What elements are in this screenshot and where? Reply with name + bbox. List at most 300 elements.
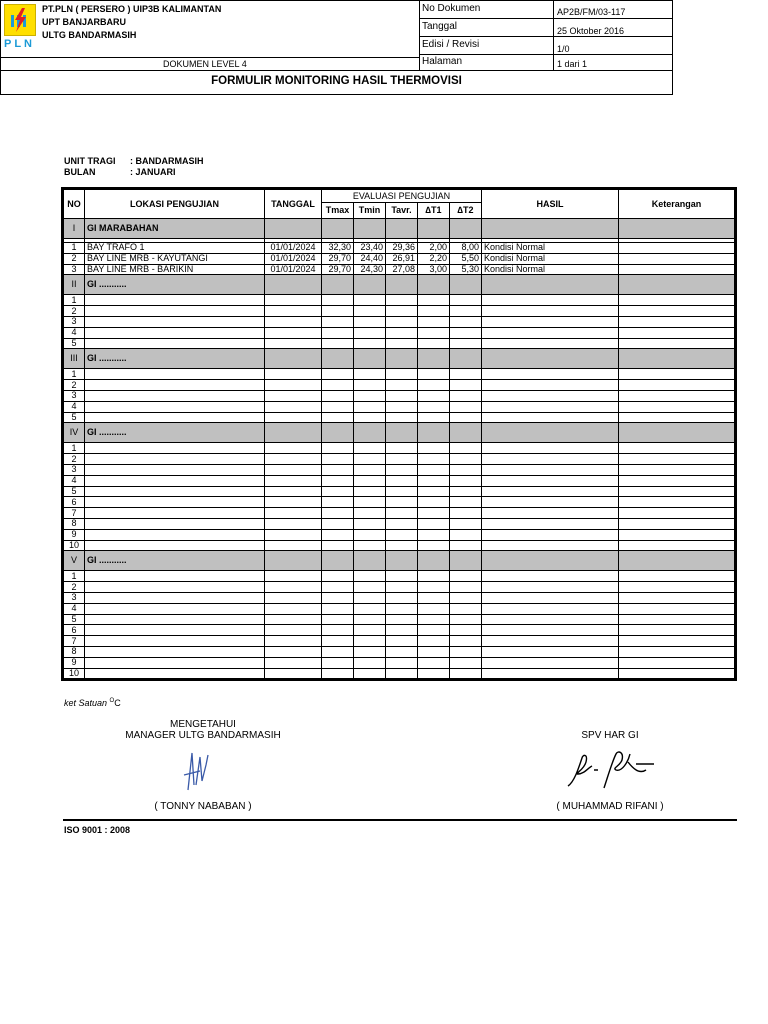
section-cell — [619, 551, 735, 571]
cell-tmax — [322, 412, 354, 423]
cell-hasil — [482, 327, 619, 338]
cell-lokasi — [85, 668, 265, 679]
cell-lokasi — [85, 412, 265, 423]
cell-tavr — [386, 443, 418, 454]
cell-dt2 — [450, 338, 482, 349]
table-row — [64, 592, 735, 603]
meta-label-edisi: Edisi / Revisi — [422, 39, 480, 50]
cell-hasil — [482, 518, 619, 529]
cell-tmax: 32,30 — [322, 243, 354, 254]
cell-dt2 — [450, 443, 482, 454]
cell-dt2 — [450, 614, 482, 625]
section-row — [64, 349, 735, 369]
cell-no: 1 — [64, 571, 85, 582]
section-name: GI ........... — [85, 275, 265, 295]
cell-dt2 — [450, 497, 482, 508]
cell-tmin — [354, 380, 386, 391]
cell-tanggal — [265, 338, 322, 349]
unit-note-label: ket Satuan — [64, 698, 108, 708]
cell-hasil — [482, 454, 619, 465]
cell-tavr — [386, 338, 418, 349]
cell-hasil — [482, 306, 619, 317]
cell-tmax — [322, 582, 354, 593]
table-row — [64, 646, 735, 657]
cell-no: 1 — [64, 243, 85, 254]
cell-tmin — [354, 625, 386, 636]
table-row — [64, 529, 735, 540]
section-cell — [386, 551, 418, 571]
cell-dt1 — [418, 668, 450, 679]
cell-tmax — [322, 401, 354, 412]
cell-dt2 — [450, 646, 482, 657]
cell-dt1 — [418, 508, 450, 519]
section-cell — [482, 349, 619, 369]
cell-keterangan — [619, 390, 735, 401]
section-cell — [450, 551, 482, 571]
cell-tanggal — [265, 646, 322, 657]
section-cell — [265, 219, 322, 239]
section-cell — [418, 219, 450, 239]
cell-tavr — [386, 582, 418, 593]
cell-dt2 — [450, 486, 482, 497]
cell-dt1 — [418, 464, 450, 475]
cell-tmax — [322, 454, 354, 465]
cell-no: 10 — [64, 668, 85, 679]
cell-tavr: 29,36 — [386, 243, 418, 254]
cell-hasil — [482, 390, 619, 401]
cell-tmax — [322, 657, 354, 668]
cell-tmax — [322, 306, 354, 317]
cell-dt2 — [450, 592, 482, 603]
cell-tmin — [354, 646, 386, 657]
col-dt2: ∆T2 — [450, 203, 482, 219]
unit-label: UNIT TRAGI — [64, 156, 116, 166]
cell-tmin — [354, 338, 386, 349]
cell-dt1 — [418, 390, 450, 401]
section-cell — [354, 423, 386, 443]
section-cell — [354, 551, 386, 571]
section-cell — [386, 219, 418, 239]
company-line-2: UPT BANJARBARU — [42, 17, 127, 27]
company-line-3: ULTG BANDARMASIH — [42, 30, 137, 40]
table-row — [64, 243, 735, 254]
cell-dt2 — [450, 668, 482, 679]
cell-tavr — [386, 625, 418, 636]
cell-tmax — [322, 603, 354, 614]
cell-dt2 — [450, 603, 482, 614]
cell-tanggal — [265, 369, 322, 380]
cell-dt1 — [418, 592, 450, 603]
cell-tanggal — [265, 295, 322, 306]
cell-lokasi — [85, 636, 265, 647]
cell-tanggal — [265, 529, 322, 540]
cell-no: 1 — [64, 443, 85, 454]
cell-lokasi — [85, 390, 265, 401]
cell-hasil — [482, 540, 619, 551]
cell-lokasi — [85, 497, 265, 508]
cell-tanggal: 01/01/2024 — [265, 243, 322, 254]
cell-lokasi — [85, 486, 265, 497]
cell-keterangan — [619, 316, 735, 327]
left-title-2: MANAGER ULTG BANDARMASIH — [125, 730, 281, 741]
cell-tmax — [322, 327, 354, 338]
cell-no: 3 — [64, 592, 85, 603]
table-row — [64, 454, 735, 465]
cell-tanggal — [265, 306, 322, 317]
section-cell — [322, 349, 354, 369]
cell-no: 9 — [64, 529, 85, 540]
cell-tmax — [322, 518, 354, 529]
cell-lokasi — [85, 380, 265, 391]
col-hasil: HASIL — [482, 190, 619, 219]
section-cell — [418, 423, 450, 443]
table-row — [64, 636, 735, 647]
cell-lokasi — [85, 401, 265, 412]
table-row — [64, 540, 735, 551]
col-keterangan: Keterangan — [619, 190, 735, 219]
cell-no: 2 — [64, 380, 85, 391]
cell-hasil — [482, 338, 619, 349]
cell-no: 2 — [64, 253, 85, 264]
cell-keterangan — [619, 571, 735, 582]
meta-value-halaman: 1 dari 1 — [557, 59, 588, 69]
cell-lokasi — [85, 657, 265, 668]
table-row — [64, 657, 735, 668]
left-title-1: MENGETAHUI — [170, 719, 236, 730]
cell-tavr — [386, 380, 418, 391]
cell-no: 9 — [64, 657, 85, 668]
cell-lokasi — [85, 614, 265, 625]
cell-keterangan — [619, 264, 735, 275]
cell-tmin — [354, 571, 386, 582]
section-cell — [354, 219, 386, 239]
table-row — [64, 369, 735, 380]
section-row — [64, 423, 735, 443]
pln-logo — [4, 4, 36, 36]
cell-dt1 — [418, 625, 450, 636]
cell-tmax — [322, 571, 354, 582]
meta-value-nodok: AP2B/FM/03-117 — [557, 7, 626, 17]
cell-keterangan — [619, 443, 735, 454]
col-tanggal: TANGGAL — [265, 190, 322, 219]
section-cell — [265, 349, 322, 369]
section-cell — [619, 219, 735, 239]
section-cell — [386, 423, 418, 443]
cell-keterangan — [619, 614, 735, 625]
cell-keterangan — [619, 253, 735, 264]
unit-value: : BANDARMASIH — [130, 156, 204, 166]
cell-tmin — [354, 508, 386, 519]
cell-tanggal — [265, 603, 322, 614]
cell-keterangan — [619, 338, 735, 349]
cell-tmin: 23,40 — [354, 243, 386, 254]
cell-tavr — [386, 571, 418, 582]
cell-tanggal — [265, 454, 322, 465]
cell-tmax — [322, 625, 354, 636]
section-cell — [386, 349, 418, 369]
cell-lokasi — [85, 327, 265, 338]
cell-hasil: Kondisi Normal — [482, 264, 619, 275]
section-row — [64, 219, 735, 239]
cell-tmin — [354, 443, 386, 454]
cell-keterangan — [619, 464, 735, 475]
monitoring-table — [63, 189, 735, 679]
cell-keterangan — [619, 592, 735, 603]
cell-dt1 — [418, 443, 450, 454]
cell-tmax — [322, 475, 354, 486]
cell-tmax — [322, 668, 354, 679]
cell-tmin: 24,40 — [354, 253, 386, 264]
cell-dt2 — [450, 529, 482, 540]
cell-hasil — [482, 475, 619, 486]
section-cell — [418, 349, 450, 369]
section-row — [64, 275, 735, 295]
cell-hasil — [482, 657, 619, 668]
cell-tavr — [386, 540, 418, 551]
cell-tmax — [322, 295, 354, 306]
section-number: II — [64, 275, 85, 295]
cell-dt1: 3,00 — [418, 264, 450, 275]
section-cell — [619, 423, 735, 443]
table-row — [64, 338, 735, 349]
cell-no: 5 — [64, 338, 85, 349]
cell-tmin — [354, 529, 386, 540]
cell-hasil — [482, 603, 619, 614]
cell-hasil — [482, 295, 619, 306]
cell-lokasi — [85, 646, 265, 657]
section-cell — [354, 349, 386, 369]
cell-tmax — [322, 592, 354, 603]
cell-no: 7 — [64, 508, 85, 519]
cell-tmin — [354, 316, 386, 327]
cell-no: 4 — [64, 475, 85, 486]
section-name: GI MARABAHAN — [85, 219, 265, 239]
cell-no: 2 — [64, 454, 85, 465]
cell-dt2 — [450, 518, 482, 529]
cell-no: 4 — [64, 401, 85, 412]
cell-no: 8 — [64, 646, 85, 657]
cell-dt2 — [450, 306, 482, 317]
cell-keterangan — [619, 518, 735, 529]
cell-tanggal — [265, 327, 322, 338]
left-signatory: ( TONNY NABABAN ) — [154, 801, 252, 812]
cell-dt2 — [450, 464, 482, 475]
section-cell — [418, 275, 450, 295]
cell-hasil — [482, 497, 619, 508]
cell-tmax — [322, 508, 354, 519]
table-row — [64, 327, 735, 338]
cell-dt1 — [418, 306, 450, 317]
cell-dt2 — [450, 369, 482, 380]
cell-hasil — [482, 529, 619, 540]
cell-lokasi — [85, 338, 265, 349]
cell-keterangan — [619, 475, 735, 486]
cell-hasil — [482, 571, 619, 582]
section-cell — [322, 423, 354, 443]
cell-lokasi — [85, 592, 265, 603]
cell-dt2 — [450, 412, 482, 423]
cell-keterangan — [619, 540, 735, 551]
cell-keterangan — [619, 412, 735, 423]
col-lokasi: LOKASI PENGUJIAN — [85, 190, 265, 219]
cell-tmin — [354, 454, 386, 465]
cell-dt1 — [418, 475, 450, 486]
table-row — [64, 412, 735, 423]
cell-keterangan — [619, 306, 735, 317]
section-name: GI ........... — [85, 423, 265, 443]
table-row — [64, 571, 735, 582]
cell-dt2 — [450, 636, 482, 647]
cell-dt2 — [450, 657, 482, 668]
cell-no: 8 — [64, 518, 85, 529]
cell-tanggal — [265, 614, 322, 625]
cell-tavr — [386, 390, 418, 401]
cell-no: 5 — [64, 614, 85, 625]
cell-dt2 — [450, 508, 482, 519]
cell-keterangan — [619, 582, 735, 593]
table-row — [64, 306, 735, 317]
cell-dt1 — [418, 338, 450, 349]
cell-tavr — [386, 646, 418, 657]
cell-lokasi — [85, 295, 265, 306]
cell-lokasi — [85, 508, 265, 519]
cell-no: 5 — [64, 486, 85, 497]
cell-tmin — [354, 486, 386, 497]
section-cell — [619, 275, 735, 295]
cell-tanggal — [265, 380, 322, 391]
cell-dt1 — [418, 316, 450, 327]
cell-dt2 — [450, 401, 482, 412]
cell-tmax — [322, 540, 354, 551]
cell-tanggal — [265, 571, 322, 582]
cell-tmax — [322, 316, 354, 327]
cell-hasil — [482, 401, 619, 412]
cell-keterangan — [619, 243, 735, 254]
cell-hasil — [482, 412, 619, 423]
table-row — [64, 625, 735, 636]
cell-dt1 — [418, 412, 450, 423]
cell-tmin — [354, 668, 386, 679]
cell-lokasi — [85, 529, 265, 540]
signature-right — [564, 748, 664, 793]
cell-lokasi — [85, 316, 265, 327]
cell-no: 2 — [64, 582, 85, 593]
cell-dt1 — [418, 646, 450, 657]
cell-hasil: Kondisi Normal — [482, 253, 619, 264]
form-title: FORMULIR MONITORING HASIL THERMOVISI — [211, 75, 462, 87]
cell-lokasi — [85, 625, 265, 636]
cell-dt2 — [450, 571, 482, 582]
cell-tavr — [386, 518, 418, 529]
cell-no: 3 — [64, 316, 85, 327]
cell-dt1 — [418, 614, 450, 625]
section-number: V — [64, 551, 85, 571]
cell-tmax — [322, 390, 354, 401]
cell-dt1 — [418, 454, 450, 465]
cell-dt1 — [418, 603, 450, 614]
cell-tanggal — [265, 464, 322, 475]
cell-tavr — [386, 475, 418, 486]
cell-dt1 — [418, 529, 450, 540]
cell-tavr — [386, 529, 418, 540]
cell-keterangan — [619, 327, 735, 338]
section-cell — [450, 423, 482, 443]
cell-hasil — [482, 380, 619, 391]
cell-no: 6 — [64, 625, 85, 636]
cell-tmax: 29,70 — [322, 264, 354, 275]
cell-keterangan — [619, 497, 735, 508]
col-dt1: ∆T1 — [418, 203, 450, 219]
cell-dt2: 5,50 — [450, 253, 482, 264]
cell-dt2 — [450, 316, 482, 327]
cell-tanggal — [265, 657, 322, 668]
cell-tanggal — [265, 625, 322, 636]
cell-dt1 — [418, 636, 450, 647]
cell-tanggal — [265, 582, 322, 593]
table-row — [64, 668, 735, 679]
cell-tmax — [322, 614, 354, 625]
col-evaluasi: EVALUASI PENGUJIAN — [322, 190, 482, 203]
cell-dt2 — [450, 582, 482, 593]
cell-dt1 — [418, 497, 450, 508]
table-row — [64, 264, 735, 275]
cell-no: 6 — [64, 497, 85, 508]
footer-rule — [63, 819, 737, 821]
cell-tmin — [354, 603, 386, 614]
unit-note — [64, 698, 121, 708]
lightning-icon — [5, 5, 35, 35]
meta-value-edisi: 1/0 — [557, 44, 570, 54]
cell-tanggal — [265, 316, 322, 327]
cell-keterangan — [619, 401, 735, 412]
cell-tmax — [322, 464, 354, 475]
cell-dt2 — [450, 540, 482, 551]
cell-tmin — [354, 412, 386, 423]
unit-celsius: C — [114, 698, 121, 708]
cell-keterangan — [619, 380, 735, 391]
cell-keterangan — [619, 603, 735, 614]
right-signatory: ( MUHAMMAD RIFANI ) — [556, 801, 664, 812]
cell-tanggal — [265, 390, 322, 401]
cell-lokasi — [85, 475, 265, 486]
cell-tmax — [322, 636, 354, 647]
cell-tmin — [354, 369, 386, 380]
cell-dt2 — [450, 625, 482, 636]
cell-hasil — [482, 443, 619, 454]
cell-tavr — [386, 306, 418, 317]
cell-tanggal — [265, 412, 322, 423]
cell-tmin — [354, 464, 386, 475]
section-cell — [354, 275, 386, 295]
cell-no: 1 — [64, 295, 85, 306]
cell-tanggal — [265, 592, 322, 603]
cell-tmax — [322, 369, 354, 380]
cell-dt1 — [418, 540, 450, 551]
cell-tmax — [322, 646, 354, 657]
cell-lokasi — [85, 454, 265, 465]
section-cell — [450, 349, 482, 369]
table-row — [64, 497, 735, 508]
cell-dt1 — [418, 518, 450, 529]
cell-tanggal: 01/01/2024 — [265, 253, 322, 264]
section-number: I — [64, 219, 85, 239]
cell-tmin — [354, 327, 386, 338]
table-row — [64, 401, 735, 412]
cell-tanggal — [265, 540, 322, 551]
cell-lokasi: BAY LINE MRB - BARIKIN — [85, 264, 265, 275]
cell-tmin — [354, 592, 386, 603]
section-cell — [482, 423, 619, 443]
